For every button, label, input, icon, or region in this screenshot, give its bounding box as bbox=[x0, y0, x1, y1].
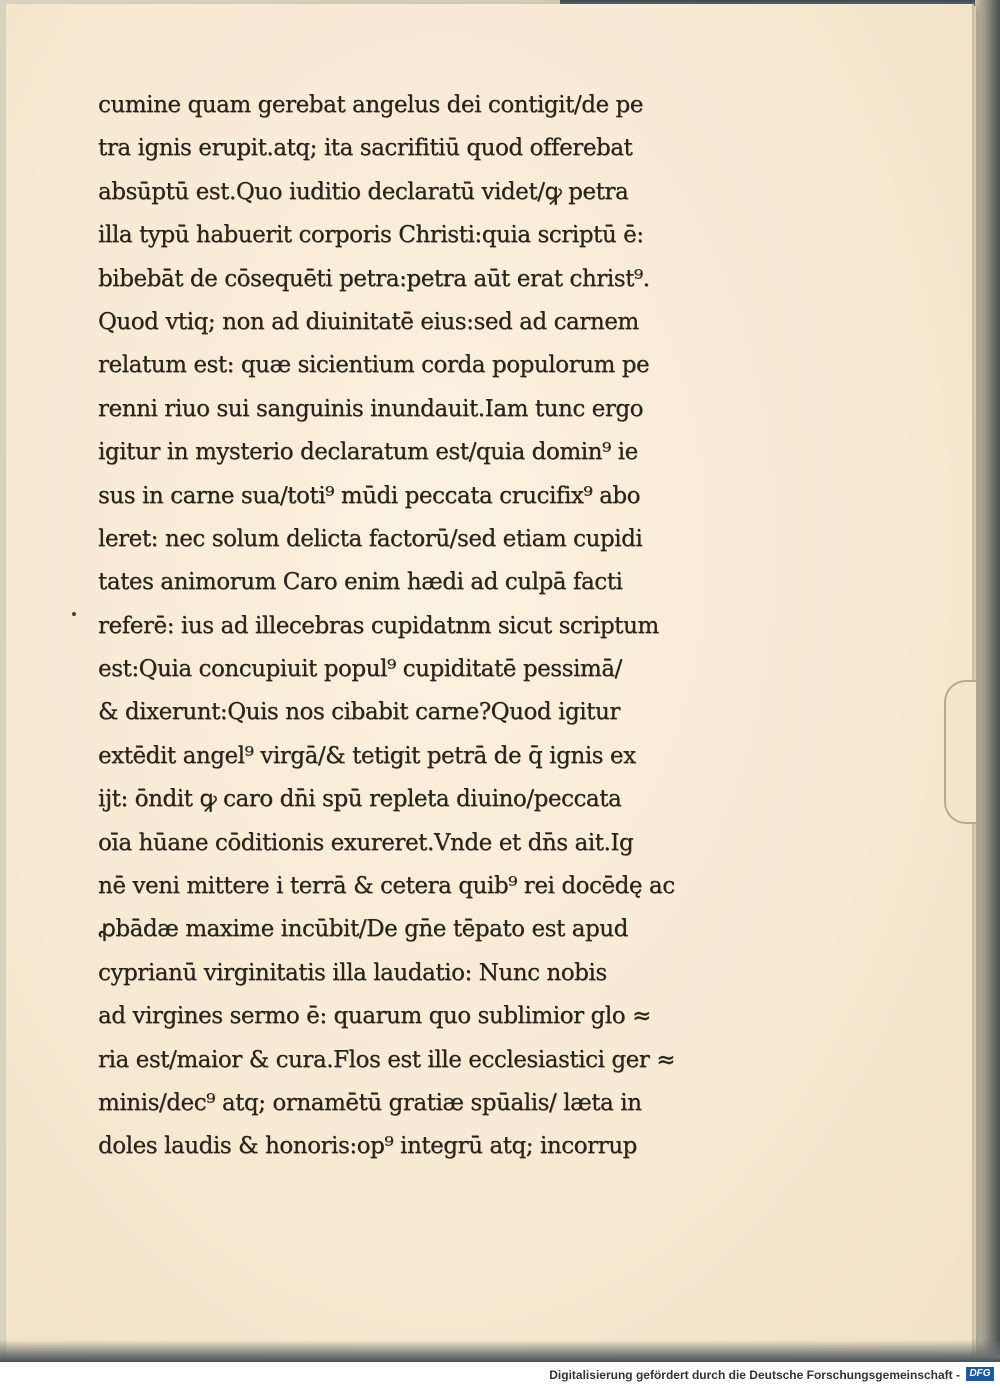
dfg-logo: DFG bbox=[966, 1367, 994, 1381]
text-line: renni riuo sui sanguinis inundauit.Iam tunc ergo bbox=[98, 395, 644, 422]
text-line: leret: nec solum delicta factorū/sed etiam cupidi bbox=[98, 525, 643, 552]
text-line: relatum est: quæ sicientium corda populorum pe bbox=[98, 352, 650, 379]
text-line: bibebāt de cōsequēti petra:petra aūt erat christ⁹. bbox=[98, 265, 650, 292]
text-line: minis/dec⁹ atq; ornamētū gratiæ spūalis/ læta in bbox=[98, 1089, 642, 1116]
text-line: ria est/maior & cura.Flos est ille ecclesiastici ger ≈ bbox=[98, 1046, 676, 1073]
paper-tab bbox=[944, 680, 976, 824]
text-block bbox=[98, 84, 688, 1169]
text-line: Quod vtiq; non ad diuinitatē eius:sed ad carnem bbox=[98, 308, 639, 335]
text-line: igitur in mysterio declaratum est/quia domin⁹ ie bbox=[98, 439, 638, 466]
text-line: & dixerunt:Quis nos cibabit carne?Quod igitur bbox=[98, 699, 620, 726]
text-line: est:Quia concupiuit popul⁹ cupiditatē pessimā/ bbox=[98, 656, 622, 683]
text-line: tra ignis erupit.atq; ita sacrifitiū quod offerebat bbox=[98, 135, 633, 162]
text-line: ijt: ōndit ꝙ caro dn̄i spū repleta diuino/peccata bbox=[98, 786, 622, 813]
text-line: oīa hūane cōditionis exureret.Vnde et dn̄s ait.Ig bbox=[98, 829, 634, 856]
text-line: tates animorum Caro enim hædi ad culpā facti bbox=[98, 569, 623, 596]
text-line: extēdit angel⁹ virgā/& tetigit petrā de q̄ ignis ex bbox=[98, 742, 636, 769]
text-line: sus in carne sua/toti⁹ mūdi peccata crucifix⁹ abo bbox=[98, 482, 641, 509]
funding-credit: Digitalisierung gefördert durch die Deutsche Forschungsgemeinschaft - bbox=[549, 1368, 960, 1382]
text-line: nē veni mittere i terrā & cetera quib⁹ rei docēdę ac bbox=[98, 873, 675, 900]
text-line: cyprianū virginitatis illa laudatio: Nunc nobis bbox=[98, 959, 607, 986]
text-line: illa typū habuerit corporis Christi:quia scriptū ē: bbox=[98, 222, 644, 249]
text-line: cumine quam gerebat angelus dei contigit/de pe bbox=[98, 92, 643, 118]
text-line: doles laudis & honoris:op⁹ integrū atq; incorrup bbox=[98, 1133, 637, 1160]
text-line: ad virgines sermo ē: quarum quo sublimior glo ≈ bbox=[98, 1003, 651, 1030]
text-line: ꝓbādæ maxime incūbit/De gn̄e tēpato est apud bbox=[98, 916, 628, 943]
text-line: referē: ius ad illecebras cupidatnm sicut scriptum bbox=[98, 612, 659, 639]
book-edge bbox=[975, 0, 1000, 1362]
ink-mark bbox=[72, 612, 76, 616]
text-line: absūptū est.Quo iuditio declaratū videt/ꝙ petra bbox=[98, 178, 629, 205]
bottom-shadow bbox=[0, 1340, 1000, 1364]
footer-bar bbox=[0, 1362, 1000, 1388]
